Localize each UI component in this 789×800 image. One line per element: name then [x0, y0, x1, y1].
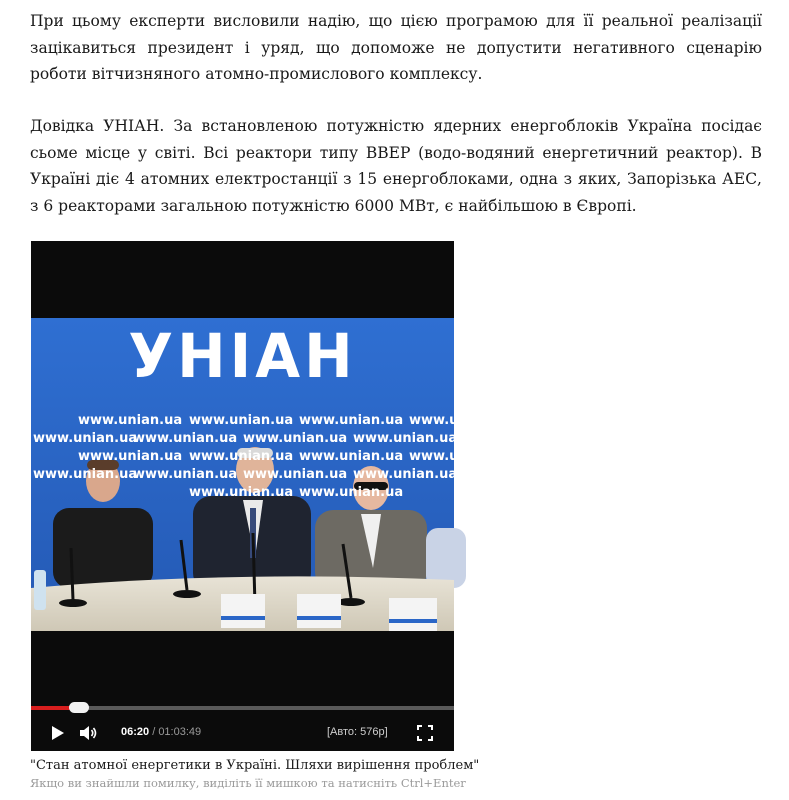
article-paragraph-reference: Довідка УНІАН. За встановленою потужністю ядерних енергоблоків Україна посідає сьоме місце у світі. Всі реактори типу ВВЕР (водо-водяний енергетичний реактор). В Україні діє 4 атомних електростанції з 15 енергоблоками, одна з яких, Запорізька АЕС, з 6 реакторами загальною потужністю 6000 МВт, є найбільшою в Європі.	[30, 117, 762, 215]
player-controls	[31, 717, 454, 751]
error-report-notice: Якщо ви знайшли помилку, виділіть її мишкою та натисніть Ctrl+Enter	[30, 776, 466, 790]
watermark-text: www.unian.ua	[353, 431, 458, 446]
watermark-text: www.unian.ua	[409, 449, 514, 464]
watermark-text: www.unian.ua	[243, 431, 348, 446]
watermark-text: www.unian.ua	[189, 413, 294, 428]
watermark-text: www.unian.ua	[189, 449, 294, 464]
quality-button[interactable]: [Авто: 576p]	[327, 726, 388, 738]
watermark-text: www.unian.ua	[409, 413, 514, 428]
watermark-text: www.unian.ua	[78, 413, 183, 428]
total-duration: 01:03:49	[158, 726, 202, 738]
watermark-text: www.unian.ua	[78, 449, 183, 464]
watermark-text: www.unian.ua	[33, 431, 138, 446]
progress-handle[interactable]	[69, 702, 89, 713]
progress-bar[interactable]	[31, 706, 454, 710]
article-paragraph: При цьому експерти висловили надію, що цією програмою для її реальної реалізації зацікавиться президент і уряд, що допоможе не допустити негативного сценарію роботи вітчизняного атомно-промислового комплексу.	[30, 12, 762, 83]
video-player[interactable]	[31, 241, 514, 751]
fullscreen-icon[interactable]	[417, 723, 433, 743]
watermark-text: www.unian.ua	[33, 467, 138, 482]
time-separator: /	[149, 726, 159, 738]
current-time: 06:20	[121, 726, 150, 738]
watermark-text: www.unian.ua	[133, 431, 238, 446]
time-display	[121, 726, 201, 738]
watermark-text: www.unian.ua	[133, 467, 238, 482]
video-caption: "Стан атомної енергетики в Україні. Шляхи вирішення проблем"	[30, 758, 480, 773]
watermark-text: www.unian.ua	[299, 449, 404, 464]
speaker-edge	[426, 528, 466, 588]
watermark-text: www.unian.ua	[299, 485, 404, 500]
unian-logo: УНІАН	[128, 320, 357, 392]
watermark-text: www.unian.ua	[299, 413, 404, 428]
play-icon[interactable]	[49, 723, 65, 743]
watermark-text: www.unian.ua	[189, 485, 294, 500]
watermark-text: www.unian.ua	[353, 467, 458, 482]
progress-fill	[31, 706, 73, 710]
watermark-text: www.unian.ua	[243, 467, 348, 482]
video-frame[interactable]	[31, 318, 514, 631]
volume-icon[interactable]	[79, 723, 99, 743]
